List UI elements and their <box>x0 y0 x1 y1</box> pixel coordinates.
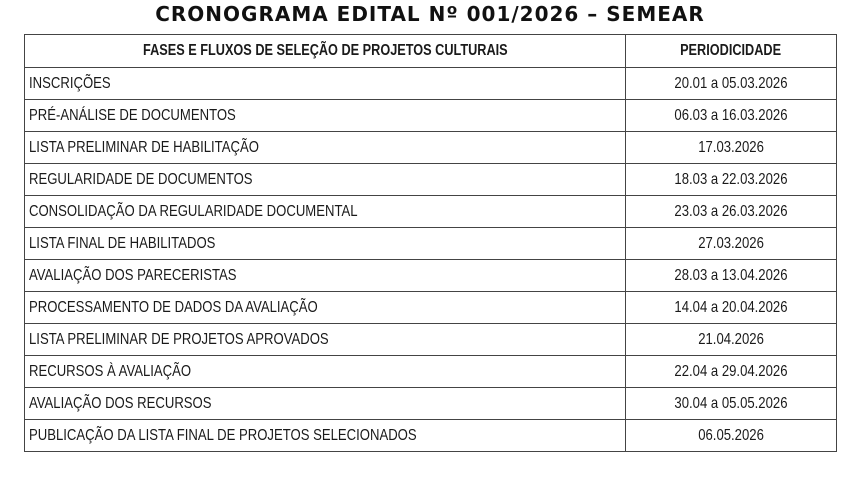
table-row <box>25 356 837 388</box>
period-cell: 14.04 a 20.04.2026 <box>626 292 837 324</box>
table-row <box>25 164 837 196</box>
phase-cell: PROCESSAMENTO DE DADOS DA AVALIAÇÃO <box>25 292 626 324</box>
table-row <box>25 260 837 292</box>
period-cell: 30.04 a 05.05.2026 <box>626 388 837 420</box>
period-cell: 18.03 a 22.03.2026 <box>626 164 837 196</box>
table-row <box>25 324 837 356</box>
table-row <box>25 68 837 100</box>
document-title: CRONOGRAMA EDITAL Nº 001/2026 – SEMEAR <box>155 2 705 26</box>
phase-cell: LISTA FINAL DE HABILITADOS <box>25 228 626 260</box>
phase-cell: AVALIAÇÃO DOS RECURSOS <box>25 388 626 420</box>
period-cell: 22.04 a 29.04.2026 <box>626 356 837 388</box>
period-cell: 20.01 a 05.03.2026 <box>626 68 837 100</box>
table-row <box>25 388 837 420</box>
period-cell: 28.03 a 13.04.2026 <box>626 260 837 292</box>
period-cell: 21.04.2026 <box>626 324 837 356</box>
phase-cell: CONSOLIDAÇÃO DA REGULARIDADE DOCUMENTAL <box>25 196 626 228</box>
phase-cell: RECURSOS À AVALIAÇÃO <box>25 356 626 388</box>
phase-column-header: FASES E FLUXOS DE SELEÇÃO DE PROJETOS CULTURAIS <box>25 35 626 68</box>
table-row <box>25 292 837 324</box>
period-column-header: PERIODICIDADE <box>626 35 837 68</box>
table-row <box>25 132 837 164</box>
table-row <box>25 196 837 228</box>
phase-cell: PUBLICAÇÃO DA LISTA FINAL DE PROJETOS SELECIONADOS <box>25 420 626 452</box>
phase-cell: PRÉ-ANÁLISE DE DOCUMENTOS <box>25 100 626 132</box>
table-row <box>25 228 837 260</box>
schedule-table <box>24 34 837 452</box>
phase-cell: REGULARIDADE DE DOCUMENTOS <box>25 164 626 196</box>
period-cell: 06.03 a 16.03.2026 <box>626 100 837 132</box>
period-cell: 06.05.2026 <box>626 420 837 452</box>
phase-cell: LISTA PRELIMINAR DE PROJETOS APROVADOS <box>25 324 626 356</box>
phase-cell: INSCRIÇÕES <box>25 68 626 100</box>
table-header-row <box>25 35 837 68</box>
phase-cell: LISTA PRELIMINAR DE HABILITAÇÃO <box>25 132 626 164</box>
phase-cell: AVALIAÇÃO DOS PARECERISTAS <box>25 260 626 292</box>
period-cell: 23.03 a 26.03.2026 <box>626 196 837 228</box>
table-row <box>25 100 837 132</box>
table-row <box>25 420 837 452</box>
period-cell: 27.03.2026 <box>626 228 837 260</box>
period-cell: 17.03.2026 <box>626 132 837 164</box>
